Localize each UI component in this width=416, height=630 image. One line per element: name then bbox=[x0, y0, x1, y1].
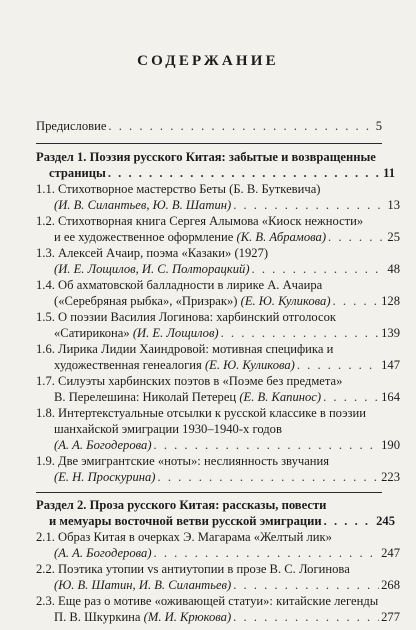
toc-section-2-cont[interactable] bbox=[36, 513, 395, 529]
page-number: 147 bbox=[381, 358, 400, 372]
leader-dots bbox=[221, 325, 379, 341]
page-number: 5 bbox=[375, 119, 382, 133]
toc-entry-1-5[interactable] bbox=[36, 309, 382, 325]
toc-entry-1-8-author[interactable] bbox=[36, 437, 400, 453]
toc-entry-1-4-cont[interactable] bbox=[36, 293, 400, 309]
page-number: 48 bbox=[387, 262, 400, 276]
toc-entry-2-3-cont[interactable] bbox=[36, 609, 400, 625]
entry-author: (И. Е. Лощилов) bbox=[132, 326, 219, 340]
entry-title: 1.8. Интертекстуальные отсылки к русской классике в поэзии bbox=[36, 406, 366, 420]
page-title: СОДЕРЖАНИЕ bbox=[137, 53, 279, 69]
entry-title: 1.3. Алексей Ачаир, поэма «Казаки» (1927) bbox=[36, 246, 269, 260]
entry-author: (А. А. Богодерова) bbox=[54, 438, 152, 452]
leader-dots bbox=[328, 229, 385, 245]
page-number: 128 bbox=[381, 294, 400, 308]
entry-title: 1.7. Силуэты харбинских поэтов в «Поэме без предмета» bbox=[36, 374, 343, 388]
leader-dots bbox=[252, 261, 386, 277]
toc-entry-2-1-cont[interactable] bbox=[36, 545, 400, 561]
entry-author: (А. А. Богодерова) bbox=[54, 546, 152, 560]
leader-dots bbox=[108, 118, 373, 134]
entry-title: художественная генеалогия bbox=[54, 358, 202, 372]
entry-title: «Сатирикона» bbox=[54, 326, 130, 340]
leader-dots bbox=[333, 293, 380, 309]
leader-dots bbox=[233, 577, 379, 593]
entry-title: 2.2. Поэтика утопии vs антиутопии в прозе В. С. Логинова bbox=[36, 562, 350, 576]
leader-dots bbox=[108, 165, 381, 181]
toc-entry-1-2-cont[interactable] bbox=[36, 229, 400, 245]
page-number: 13 bbox=[387, 198, 400, 212]
page-number: 268 bbox=[381, 578, 400, 592]
toc-entry-preface[interactable] bbox=[36, 118, 382, 134]
leader-dots bbox=[233, 609, 379, 625]
entry-title: 1.1. Стихотворное мастерство Беты (Б. В. Буткевича) bbox=[36, 182, 321, 196]
leader-dots bbox=[154, 545, 380, 561]
leader-dots bbox=[154, 437, 380, 453]
page-number: 139 bbox=[381, 326, 400, 340]
leader-dots bbox=[323, 389, 379, 405]
entry-title: П. В. Шкуркина bbox=[54, 610, 141, 624]
entry-title: В. Перелешина: Николай Петерец bbox=[54, 390, 237, 404]
toc-entry-1-3[interactable] bbox=[36, 245, 382, 261]
toc-entry-1-2[interactable] bbox=[36, 213, 382, 229]
entry-author: (Е. Ю. Куликова) bbox=[204, 358, 295, 372]
page-number: 164 bbox=[381, 390, 400, 404]
entry-title: Предисловие bbox=[36, 119, 107, 133]
entry-title: 1.4. Об ахматовской балладности в лирике А. Ачаира bbox=[36, 278, 323, 292]
entry-title: 2.3. Еще раз о мотиве «оживающей статуи»: китайские легенды bbox=[36, 594, 379, 608]
toc-entry-2-1[interactable] bbox=[36, 529, 382, 545]
toc-entry-1-7-cont[interactable] bbox=[36, 389, 400, 405]
entry-author: (И. Е. Лощилов, И. С. Полторацкий) bbox=[54, 262, 250, 276]
leader-dots bbox=[233, 197, 385, 213]
entry-title: шанхайской эмиграции 1930–1940-х годов bbox=[54, 422, 282, 436]
leader-dots bbox=[297, 357, 379, 373]
toc-entry-1-1[interactable] bbox=[36, 181, 382, 197]
entry-title: 1.9. Две эмигрантские «ноты»: неслиянность звучания bbox=[36, 454, 330, 468]
entry-author: (Е. Ю. Куликова) bbox=[240, 294, 331, 308]
page-number: 245 bbox=[376, 514, 395, 528]
page-number: 11 bbox=[383, 166, 395, 180]
entry-author: (Е. В. Капинос) bbox=[239, 390, 322, 404]
entry-title: 1.6. Лирика Лидии Хаиндровой: мотивная специфика и bbox=[36, 342, 334, 356]
divider bbox=[36, 492, 382, 493]
entry-author: (К. В. Абрамова) bbox=[236, 230, 327, 244]
toc-entry-1-3-cont[interactable] bbox=[36, 261, 400, 277]
page-number: 25 bbox=[387, 230, 400, 244]
leader-dots bbox=[324, 513, 374, 529]
section-title: Раздел 2. Проза русского Китая: рассказы, повести bbox=[36, 498, 327, 512]
toc-entry-1-1-cont[interactable] bbox=[36, 197, 400, 213]
toc-entry-2-2[interactable] bbox=[36, 561, 382, 577]
toc-entry-1-7[interactable] bbox=[36, 373, 382, 389]
section-title: страницы bbox=[49, 166, 106, 180]
entry-title: и ее художественное оформление bbox=[54, 230, 234, 244]
divider bbox=[36, 143, 382, 144]
toc-entry-1-8[interactable] bbox=[36, 405, 382, 421]
leader-dots bbox=[158, 469, 380, 485]
toc-entry-2-2-cont[interactable] bbox=[36, 577, 400, 593]
page-number: 277 bbox=[381, 610, 400, 624]
toc-entry-1-4[interactable] bbox=[36, 277, 382, 293]
page-number: 190 bbox=[381, 438, 400, 452]
toc-entry-1-8-cont[interactable] bbox=[36, 421, 400, 437]
toc-entry-1-6-cont[interactable] bbox=[36, 357, 400, 373]
toc-entry-1-6[interactable] bbox=[36, 341, 382, 357]
toc-entry-1-9-cont[interactable] bbox=[36, 469, 400, 485]
toc-entry-1-5-cont[interactable] bbox=[36, 325, 400, 341]
entry-author: (М. И. Крюкова) bbox=[143, 610, 232, 624]
entry-title: 2.1. Образ Китая в очерках Э. Магарама «Желтый лик» bbox=[36, 530, 332, 544]
entry-title: 1.5. О поэзии Василия Логинова: харбинский отголосок bbox=[36, 310, 337, 324]
toc-section-1-cont[interactable] bbox=[36, 165, 395, 181]
toc-entry-2-3[interactable] bbox=[36, 593, 382, 609]
entry-title: 1.2. Стихотворная книга Сергея Алымова «Киоск нежности» bbox=[36, 214, 364, 228]
entry-author: (Ю. В. Шатин, И. В. Силантьев) bbox=[54, 578, 232, 592]
page-number: 223 bbox=[381, 470, 400, 484]
section-title: и мемуары восточной ветви русской эмиграции bbox=[49, 514, 322, 528]
entry-author: (И. В. Силантьев, Ю. В. Шатин) bbox=[54, 198, 232, 212]
toc-section-2-title[interactable] bbox=[36, 497, 382, 513]
toc-section-1-title[interactable] bbox=[36, 149, 382, 165]
toc-entry-1-9[interactable] bbox=[36, 453, 382, 469]
section-title: Раздел 1. Поэзия русского Китая: забытые и возвращенные bbox=[36, 150, 376, 164]
entry-title: («Серебряная рыбка», «Призрак») bbox=[54, 294, 238, 308]
page-number: 247 bbox=[381, 546, 400, 560]
entry-author: (Е. Н. Проскурина) bbox=[54, 470, 156, 484]
